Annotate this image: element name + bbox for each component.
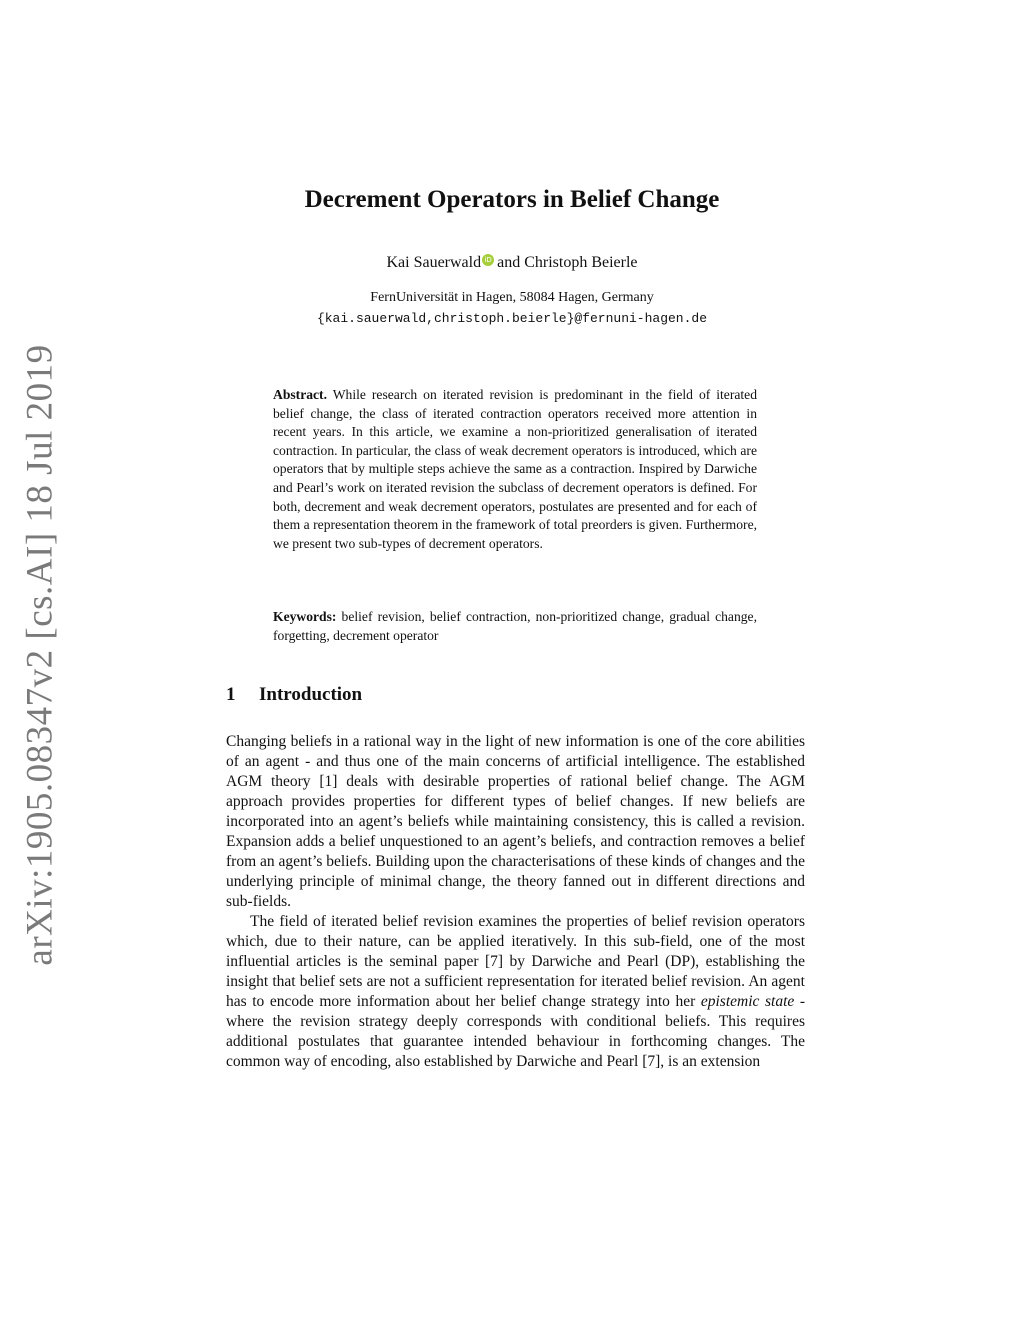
paragraph-2-part-2: - where the revision strategy deeply corresponds with conditional beliefs. This requires additional postulates that guarantee intended behaviour in forthcoming changes. The common way of encoding, also established by Darwiche and Pearl [7], is an extension (226, 993, 806, 1070)
author-emails: {kai.sauerwald,christoph.beierle}@fernuni-hagen.de (316, 311, 708, 326)
author-line (0, 254, 1024, 272)
paper-title: Decrement Operators in Belief Change (304, 186, 720, 213)
author-connector: and (497, 254, 521, 271)
paragraph-1: Changing beliefs in a rational way in the light of new information is one of the core abilities of an agent - and thus one of the main concerns of artificial intelligence. The established AGM theory [1] deals with desirable properties of rational belief change. The AGM approach provides properties for different types of belief changes. If new beliefs are incorporated into an agent’s beliefs while maintaining consistency, this is called a revision. Expansion adds a belief unquestioned to an agent’s beliefs, and contraction removes a belief from an agent’s beliefs. Building upon the characterisations of these kinds of changes and the underlying principle of minimal change, the theory fanned out in different directions and sub-fields. (226, 733, 805, 910)
section-title: Introduction (259, 684, 363, 705)
author-name-1: Kai Sauerwald (386, 254, 482, 271)
emphasis-epistemic-state: epistemic state (700, 993, 795, 1010)
keywords (273, 608, 757, 645)
section-heading (226, 684, 362, 706)
abstract (273, 386, 757, 553)
paragraph-2 (226, 912, 805, 1072)
affiliation: FernUniversität in Hagen, 58084 Hagen, Germany (370, 290, 654, 305)
author-name-2: Christoph Beierle (524, 254, 638, 271)
body-text (226, 732, 805, 1072)
abstract-label: Abstract. (273, 387, 327, 402)
keywords-text: belief revision, belief contraction, non-prioritized change, gradual change, forgetting, decrement operator (273, 609, 757, 643)
orcid-icon[interactable]: iD (482, 254, 494, 266)
abstract-text: While research on iterated revision is predominant in the field of iterated belief change, the class of iterated contraction operators received more attention in recent years. In this article, we examine a non-prioritized generalisation of iterated contraction. In particular, the class of weak decrement operators is introduced, which are operators that by multiple steps achieve the same as a contraction. Inspired by Darwiche and Pearl’s work on iterated revision the subclass of decrement operators is defined. For both, decrement and weak decrement operators, postulates are presented and for each of them a representation theorem in the framework of total preorders is given. Furthermore, we present two sub-types of decrement operators. (273, 387, 757, 551)
paragraph-2-part-1: The field of iterated belief revision examines the properties of belief revision operators which, due to their nature, can be applied iteratively. In this sub-field, one of the most influential articles is the seminal paper [7] by Darwiche and Pearl (DP), establishing the insight that belief sets are not a sufficient representation for iterated belief revision. An agent has to encode more information about her belief change strategy into her (226, 913, 805, 1010)
section-number: 1 (226, 684, 236, 705)
arxiv-identifier[interactable]: arXiv:1905.08347v2 [cs.AI] 18 Jul 2019 (19, 344, 61, 966)
keywords-label: Keywords: (273, 609, 337, 624)
